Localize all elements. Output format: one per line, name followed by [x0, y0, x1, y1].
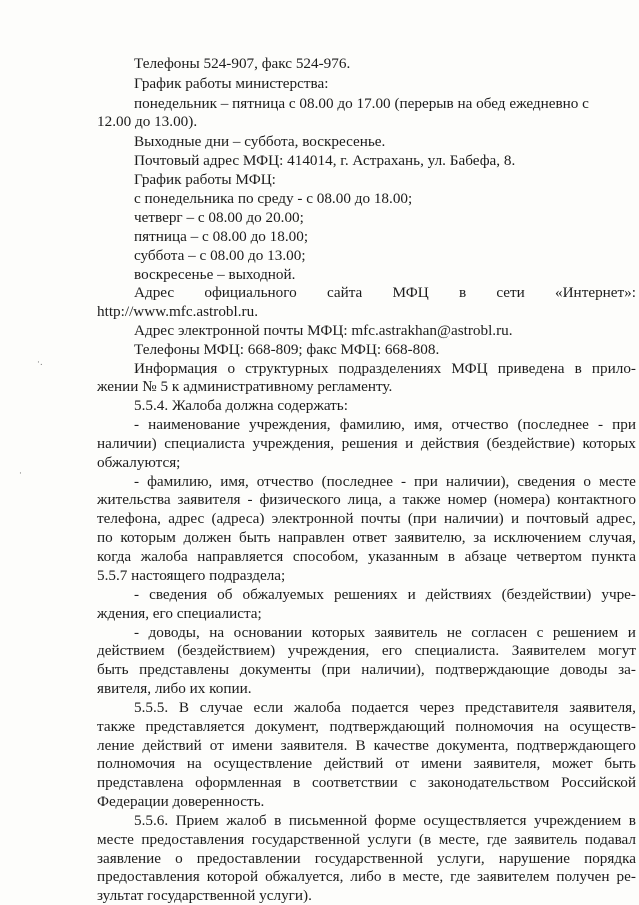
document-word: «Интернет»:	[555, 284, 636, 301]
document-word: документа,	[436, 737, 509, 754]
document-word: о	[227, 360, 236, 377]
document-word: имя,	[220, 473, 249, 490]
document-word: действий	[142, 737, 202, 754]
document-word: наличии),	[445, 473, 510, 490]
document-line: Выходные дни – суббота, воскресенье.	[134, 133, 386, 150]
document-word: имя,	[413, 416, 443, 433]
document-word: о	[175, 850, 183, 867]
document-line: зультат государственной услуги).	[97, 887, 312, 904]
document-word: -	[134, 473, 140, 490]
document-line: Телефоны МФЦ: 668-809; факс МФЦ: 668-808.	[134, 341, 440, 358]
document-line: понедельник – пятница с 08.00 до 17.00 (перерыв на обед ежедневно с	[134, 95, 589, 112]
document-line	[97, 736, 636, 755]
document-word: когда	[97, 548, 132, 565]
document-word: структурных	[245, 360, 329, 377]
document-word: сведения	[149, 586, 208, 603]
document-line	[97, 773, 636, 792]
document-word: (бездействие)	[486, 435, 575, 452]
document-word: отчество	[256, 473, 314, 490]
document-word: действием	[97, 642, 165, 659]
document-word: обжалуемых	[242, 586, 324, 603]
document-word: доводы,	[148, 624, 200, 641]
document-word: и	[405, 435, 414, 452]
document-word: случае	[199, 699, 243, 716]
document-word: полномочия	[97, 755, 176, 772]
document-word: подавал	[584, 831, 636, 848]
document-word: и	[407, 586, 416, 603]
document-word: заявитель	[374, 624, 438, 641]
document-word: наличии),	[361, 661, 425, 678]
document-word: качестве	[373, 737, 429, 754]
document-word: при	[414, 473, 438, 490]
document-word: а	[388, 491, 396, 508]
document-word: основании	[233, 624, 303, 641]
document-word: за	[473, 529, 486, 546]
document-word: представителя	[464, 699, 559, 716]
document-word: заявление	[97, 850, 162, 867]
document-word: (последнее	[517, 416, 589, 433]
document-word: быть	[604, 755, 636, 772]
document-line: суббота – с 08.00 до 13.00;	[134, 247, 306, 264]
document-word: подтверждающие	[435, 661, 550, 678]
document-word: подтверждающего	[516, 737, 636, 754]
document-word: решениях	[333, 586, 398, 603]
document-word: от	[395, 755, 410, 772]
document-word: -	[597, 416, 604, 433]
document-line: обжалуются;	[97, 454, 181, 471]
document-word: услуги	[367, 831, 412, 848]
document-word: быть	[238, 529, 271, 546]
document-word: МФЦ	[392, 284, 429, 301]
document-word: должен	[183, 529, 232, 546]
document-line: ждения, его специалиста;	[97, 605, 262, 622]
document-word: официального	[204, 284, 297, 301]
document-word: ление	[97, 737, 135, 754]
document-word: жительства	[97, 491, 171, 508]
document-word: учре-	[601, 586, 636, 603]
document-word: за-	[618, 661, 636, 678]
document-word: соответствии	[311, 774, 398, 791]
document-word: способом,	[292, 548, 359, 565]
document-word: государственной	[251, 831, 360, 848]
document-word: В	[178, 699, 190, 716]
document-word: подразделениях	[338, 360, 442, 377]
document-word: сведения	[517, 473, 576, 490]
document-word: (бездействием)	[177, 642, 276, 659]
document-word: подтверждающий	[329, 718, 445, 735]
document-word: заявитель	[514, 831, 578, 848]
document-word: о	[583, 473, 592, 490]
document-word: месте	[97, 831, 134, 848]
document-word: могут	[598, 642, 636, 659]
document-word: адрес,	[596, 510, 636, 527]
document-word: жалоб	[226, 812, 267, 829]
document-word: фамилию,	[147, 473, 213, 490]
document-word: заявителя,	[473, 755, 541, 772]
document-word: в	[574, 360, 582, 377]
document-word: учреждения,	[287, 642, 370, 659]
document-word: -	[400, 473, 407, 490]
document-word: Адрес	[134, 284, 175, 301]
document-word: Информация	[134, 360, 218, 377]
document-word: телефона,	[97, 510, 161, 527]
document-word: предоставления	[141, 831, 245, 848]
document-word: в	[293, 774, 301, 791]
document-line	[97, 641, 636, 660]
document-line: График работы МФЦ:	[134, 171, 276, 188]
document-word: указанным	[368, 548, 439, 565]
document-word: Заявителем	[511, 642, 586, 659]
document-word: предоставления	[97, 868, 200, 885]
document-line	[134, 585, 636, 604]
document-word: в	[458, 284, 467, 301]
document-word: ре-	[616, 868, 636, 885]
document-word: которым	[120, 529, 176, 546]
document-line	[97, 528, 636, 547]
document-word: адрес	[168, 510, 205, 527]
document-word: сайта	[326, 284, 363, 301]
document-word: четвертом	[516, 548, 582, 565]
document-line	[97, 490, 636, 509]
document-word: действия	[420, 435, 480, 452]
document-word: осуществ-	[569, 718, 636, 735]
document-word: которой	[206, 868, 259, 885]
scan-speck-mark: ·	[19, 469, 22, 479]
document-word: -	[134, 624, 140, 641]
document-word: контактного	[557, 491, 636, 508]
document-line: явителя, либо их копии.	[97, 680, 252, 697]
document-word: осуществляется	[423, 812, 527, 829]
document-line: с понедельника по среду - с 08.00 до 18.00;	[134, 190, 413, 207]
document-word: документ,	[255, 718, 319, 735]
document-word: прило-	[591, 360, 636, 377]
document-word: -	[247, 491, 253, 508]
document-word: учреждением	[534, 812, 622, 829]
document-word: специалиста	[164, 435, 245, 452]
document-word: 5.5.5.	[134, 699, 169, 716]
scan-speck-mark: ·.	[37, 358, 43, 368]
document-word: имени	[421, 755, 462, 772]
document-word: (адреса)	[211, 510, 265, 527]
document-word: учреждения,	[249, 416, 331, 433]
document-word: имени	[231, 737, 273, 754]
document-word: заявителя	[177, 491, 241, 508]
document-word: Российской	[561, 774, 636, 791]
document-word: МФЦ	[451, 360, 488, 377]
document-word: месте,	[402, 868, 444, 885]
document-word: от	[209, 737, 224, 754]
document-word: жалоба	[140, 548, 188, 565]
document-word: фамилию,	[339, 416, 405, 433]
document-word: в	[274, 812, 282, 829]
document-line: жении № 5 к административному регламенту.	[97, 378, 393, 395]
document-line: 5.5.7 настоящего подраздела;	[97, 567, 286, 584]
document-word: (при	[407, 510, 437, 527]
document-word: специалиста.	[414, 642, 500, 659]
document-word: получен	[556, 868, 610, 885]
document-word: в	[628, 812, 636, 829]
document-word: исключением	[493, 529, 582, 546]
document-word: представлена	[97, 774, 184, 791]
document-word: заявителю,	[394, 529, 466, 546]
document-line	[97, 717, 636, 736]
document-word: законодательством	[427, 774, 550, 791]
document-line: Федерации доверенность.	[97, 793, 265, 810]
document-word: государственной	[314, 850, 423, 867]
document-word: и	[627, 624, 636, 641]
document-word: сети	[496, 284, 525, 301]
document-word: -	[134, 416, 140, 433]
document-line	[134, 359, 636, 378]
document-line	[134, 415, 636, 434]
document-word: электронной	[271, 510, 354, 527]
document-word: решением	[552, 624, 619, 641]
document-word: через	[419, 699, 455, 716]
document-word: действиях	[425, 586, 492, 603]
document-line	[134, 698, 636, 717]
document-word: абзаце	[464, 548, 507, 565]
document-line	[97, 830, 636, 849]
document-word: (номера)	[493, 491, 551, 508]
document-word: лица,	[347, 491, 383, 508]
document-word: почты	[360, 510, 401, 527]
document-word: обжалуется,	[265, 868, 344, 885]
document-word: и	[511, 510, 520, 527]
document-line: 12.00 до 13.00).	[97, 113, 198, 130]
document-word: форме	[374, 812, 416, 829]
document-line: Телефоны 524-907, факс 524-976.	[134, 55, 351, 72]
document-word: если	[253, 699, 284, 716]
document-word: доводы	[559, 661, 608, 678]
document-word: его	[381, 642, 403, 659]
document-word: услуги,	[437, 850, 485, 867]
document-line: График работы министерства:	[134, 75, 329, 92]
document-line	[97, 660, 636, 679]
document-word: (в	[418, 831, 432, 848]
document-word: при	[612, 416, 636, 433]
document-word: случая,	[588, 529, 636, 546]
document-word: наличии)	[444, 510, 504, 527]
document-word: решения	[341, 435, 398, 452]
document-word: либо	[350, 868, 382, 885]
document-word: заявителем	[477, 868, 550, 885]
document-word: письменной	[288, 812, 368, 829]
document-word: (последнее	[321, 473, 393, 490]
document-word: не	[446, 624, 462, 641]
document-line	[97, 434, 636, 453]
document-word: осуществление	[213, 755, 313, 772]
document-word: номер	[447, 491, 487, 508]
document-word: предоставлении	[196, 850, 301, 867]
document-word: с	[409, 774, 417, 791]
document-word: (бездействии)	[501, 586, 592, 603]
document-word: 5.5.6.	[134, 812, 169, 829]
document-word: направлен	[278, 529, 345, 546]
document-word: наличии)	[97, 435, 157, 452]
document-word: полномочия	[455, 718, 534, 735]
document-word: пункта	[591, 548, 636, 565]
document-word: месте,	[438, 831, 480, 848]
document-line	[97, 867, 636, 886]
document-word: по	[97, 529, 113, 546]
document-word: которых	[582, 435, 636, 452]
document-word: в	[447, 548, 456, 565]
document-word: документы	[239, 661, 311, 678]
document-word: порядка	[584, 850, 636, 867]
document-word: заявителя.	[280, 737, 348, 754]
document-word: оформленная	[195, 774, 282, 791]
document-line: 5.5.4. Жалоба должна содержать:	[134, 397, 348, 414]
document-word: быть	[97, 661, 129, 678]
document-word: В	[355, 737, 366, 754]
document-line	[134, 283, 636, 302]
document-line: Почтовый адрес МФЦ: 414014, г. Астрахань, ул. Бабефа, 8.	[134, 152, 516, 169]
document-word: может	[552, 755, 593, 772]
document-word: заявителя,	[569, 699, 636, 716]
document-line	[97, 547, 636, 566]
document-line: воскресенье – выходной.	[134, 266, 296, 283]
document-word: почтовый	[526, 510, 589, 527]
document-word: где	[450, 868, 471, 885]
document-word: на	[186, 755, 202, 772]
document-word: представляется	[145, 718, 245, 735]
document-word: на	[544, 718, 559, 735]
document-line: http://www.mfc.astrobl.ru.	[97, 303, 258, 320]
document-word: действий	[323, 755, 384, 772]
document-word: наименование	[148, 416, 240, 433]
document-word: в	[388, 868, 396, 885]
document-line: пятница – с 08.00 до 18.00;	[134, 228, 309, 245]
document-line	[97, 509, 636, 528]
document-word: согласен	[471, 624, 528, 641]
document-word: на	[209, 624, 225, 641]
document-word: жалоба	[293, 699, 341, 716]
document-word: направляется	[197, 548, 284, 565]
document-word: -	[134, 586, 140, 603]
document-word: отчество	[451, 416, 509, 433]
document-word: приведена	[497, 360, 565, 377]
document-line	[134, 811, 636, 830]
document-word: где	[486, 831, 507, 848]
document-line	[134, 623, 636, 642]
document-word: ответ	[352, 529, 387, 546]
document-word: которых	[311, 624, 366, 641]
document-line	[97, 849, 636, 868]
document-word: также	[97, 718, 135, 735]
document-word: об	[217, 586, 233, 603]
document-word: месте	[599, 473, 636, 490]
document-word: также	[402, 491, 441, 508]
document-word: Прием	[175, 812, 219, 829]
document-line: Адрес электронной почты МФЦ: mfc.astrakhan@astrobl.ru.	[134, 322, 513, 339]
document-word: подается	[351, 699, 409, 716]
document-line	[134, 472, 636, 491]
document-word: представлены	[139, 661, 230, 678]
document-line: четверг – с 08.00 до 20.00;	[134, 209, 304, 226]
document-word: учреждения,	[252, 435, 335, 452]
document-word: с	[536, 624, 544, 641]
document-word: нарушение	[498, 850, 571, 867]
document-line	[97, 754, 636, 773]
document-word: (при	[321, 661, 351, 678]
document-word: физического	[259, 491, 341, 508]
